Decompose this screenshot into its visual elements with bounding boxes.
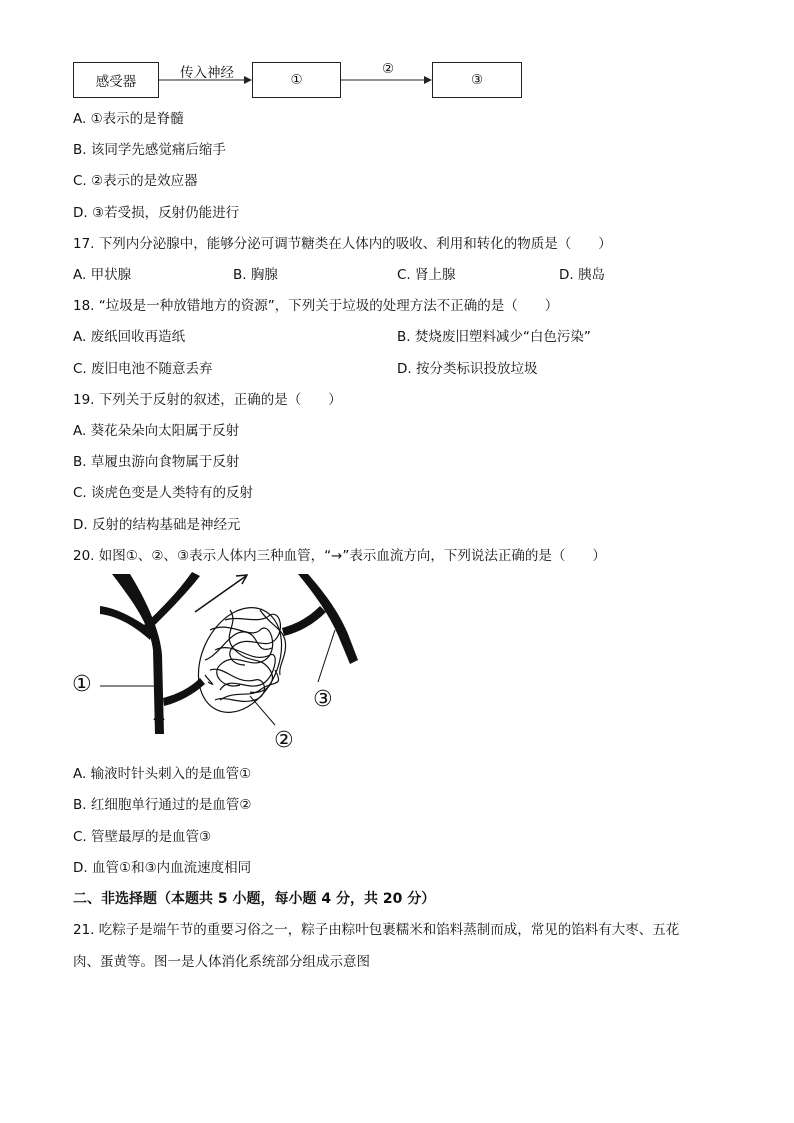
q16-option-c: C. ②表示的是效应器 xyxy=(73,173,198,189)
q18-option-c: C. 废旧电池不随意丢弃 xyxy=(73,361,213,377)
q17-option-d: D. 胰岛 xyxy=(559,267,605,283)
q17-option-b: B. 胸腺 xyxy=(233,267,278,283)
capillary-network xyxy=(182,594,297,726)
flow-box-1: ① xyxy=(252,62,341,98)
vessel-label-3: ③ xyxy=(313,687,333,712)
q21-line-2: 肉、蛋黄等。图一是人体消化系统部分组成示意图 xyxy=(73,954,370,970)
q16-option-a: A. ①表示的是脊髓 xyxy=(73,111,184,127)
q17-stem: 17. 下列内分泌腺中，能够分泌可调节糖类在人体内的吸收、利用和转化的物质是（ ） xyxy=(73,236,612,252)
vessel-label-1: ① xyxy=(72,672,92,697)
q18-option-a: A. 废纸回收再造纸 xyxy=(73,329,186,345)
vessel-3-branch xyxy=(282,606,326,636)
flow-label-afferent: 传入神经 xyxy=(180,65,234,81)
q19-option-c: C. 谈虎色变是人类特有的反射 xyxy=(73,485,254,501)
q20-option-d: D. 血管①和③内血流速度相同 xyxy=(73,860,252,876)
q20-option-c: C. 管壁最厚的是血管③ xyxy=(73,829,212,845)
q19-option-d: D. 反射的结构基础是神经元 xyxy=(73,517,241,533)
blood-vessel-diagram xyxy=(60,570,380,760)
flow-arrows xyxy=(0,0,794,110)
section-2-title: 二、非选择题（本题共 5 小题，每小题 4 分，共 20 分） xyxy=(73,891,436,907)
q16-option-d: D. ③若受损，反射仍能进行 xyxy=(73,205,240,221)
q20-stem: 20. 如图①、②、③表示人体内三种血管，“→”表示血流方向，下列说法正确的是（ ） xyxy=(73,548,606,564)
flow-box-receptor: 感受器 xyxy=(73,62,159,98)
q17-option-c: C. 肾上腺 xyxy=(397,267,456,283)
q18-option-b: B. 焚烧废旧塑料减少“白色污染” xyxy=(397,329,591,345)
vessel-label-2: ② xyxy=(274,728,294,753)
q19-stem: 19. 下列关于反射的叙述，正确的是（ ） xyxy=(73,392,342,408)
flow-label-2: ② xyxy=(382,61,395,77)
q21-line-1: 21. 吃粽子是端午节的重要习俗之一，粽子由粽叶包裹糯米和馅料蒸制而成，常见的馅料有大枣、五花 xyxy=(73,922,680,938)
flow-arrow-diagonal xyxy=(195,575,247,612)
q19-option-a: A. 葵花朵朵向太阳属于反射 xyxy=(73,423,240,439)
q17-option-a: A. 甲状腺 xyxy=(73,267,132,283)
q20-option-a: A. 输液时针头刺入的是血管① xyxy=(73,766,252,782)
q16-option-b: B. 该同学先感觉痛后缩手 xyxy=(73,142,226,158)
q18-option-d: D. 按分类标识投放垃圾 xyxy=(397,361,538,377)
q20-option-b: B. 红细胞单行通过的是血管② xyxy=(73,797,252,813)
vessel-1-branch xyxy=(144,572,200,632)
q18-stem: 18. “垃圾是一种放错地方的资源”，下列关于垃圾的处理方法不正确的是（ ） xyxy=(73,298,559,314)
flow-box-3: ③ xyxy=(432,62,522,98)
vessel-1 xyxy=(112,574,164,734)
q19-option-b: B. 草履虫游向食物属于反射 xyxy=(73,454,240,470)
